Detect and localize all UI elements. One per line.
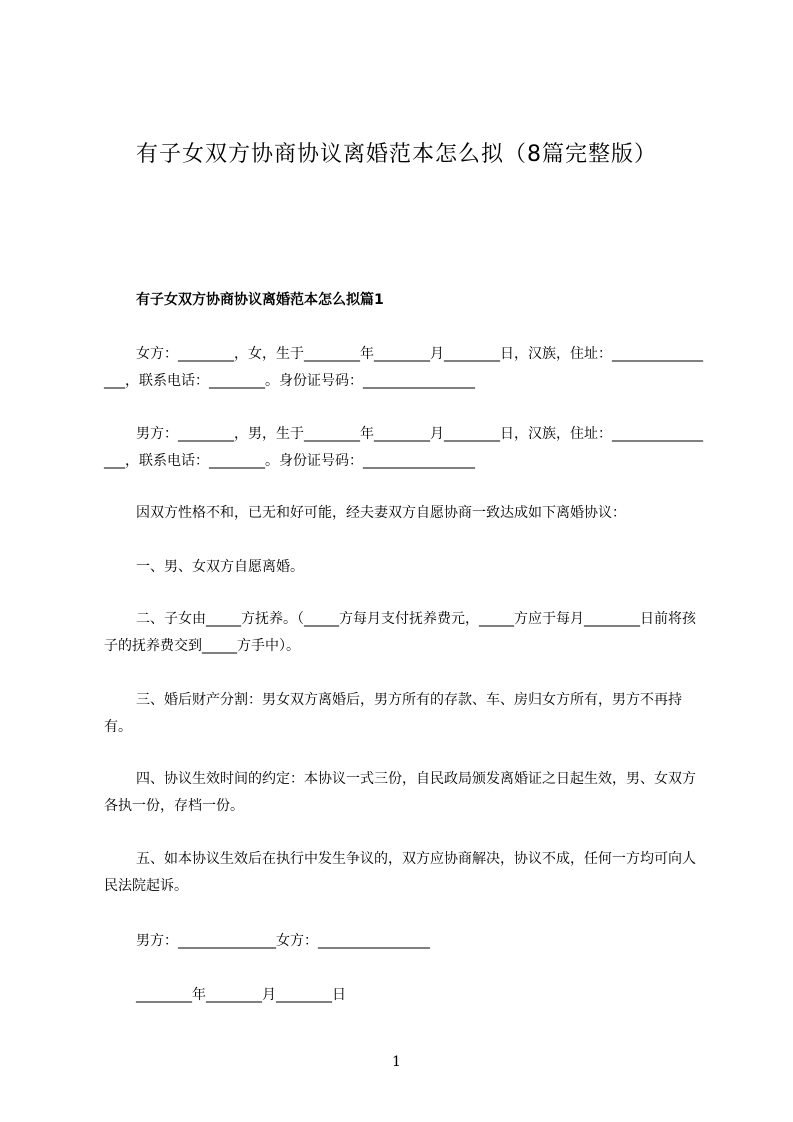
date-line: ________年________月________日 — [136, 987, 346, 1003]
paragraph-clause-4: 四、协议生效时间的约定：本协议一式三份，自民政局颁发离婚证之日起生效，男、女双方各执一份，存档一份。 — [104, 771, 696, 814]
paragraph-clause-3: 三、婚后财产分割：男女双方离婚后，男方所有的存款、车、房归女方所有，男方不再持有。 — [104, 692, 682, 735]
paragraph-reason: 因双方性格不和，已无和好可能，经夫妻双方自愿协商一致达成如下离婚协议： — [136, 505, 626, 521]
document-title: 有子女双方协商协议离婚范本怎么拟（8篇完整版） — [136, 142, 657, 167]
paragraph-clause-1: 一、男、女双方自愿离婚。 — [136, 559, 304, 575]
page-number: 1 — [392, 1054, 401, 1070]
paragraph-clause-2: 二、子女由_____方抚养。（_____方每月支付抚养费元，_____方应于每月________日前将孩子的抚养费交到_____方手中）。 — [104, 611, 696, 654]
paragraph-male-party: 男方：________，男，生于________年________月________日，汉族，住址：________________，联系电话：________。身份证号码：________________ — [104, 426, 703, 469]
paragraph-female-party: 女方：________，女，生于________年________月________日，汉族，住址：________________，联系电话：________。身份证号码：________________ — [104, 346, 703, 389]
paragraph-clause-5: 五、如本协议生效后在执行中发生争议的，双方应协商解决，协议不成，任何一方均可向人民法院起诉。 — [104, 851, 696, 894]
signature-line: 男方：______________女方：________________ — [136, 933, 430, 949]
section-heading: 有子女双方协商协议离婚范本怎么拟篇1 — [136, 292, 384, 308]
